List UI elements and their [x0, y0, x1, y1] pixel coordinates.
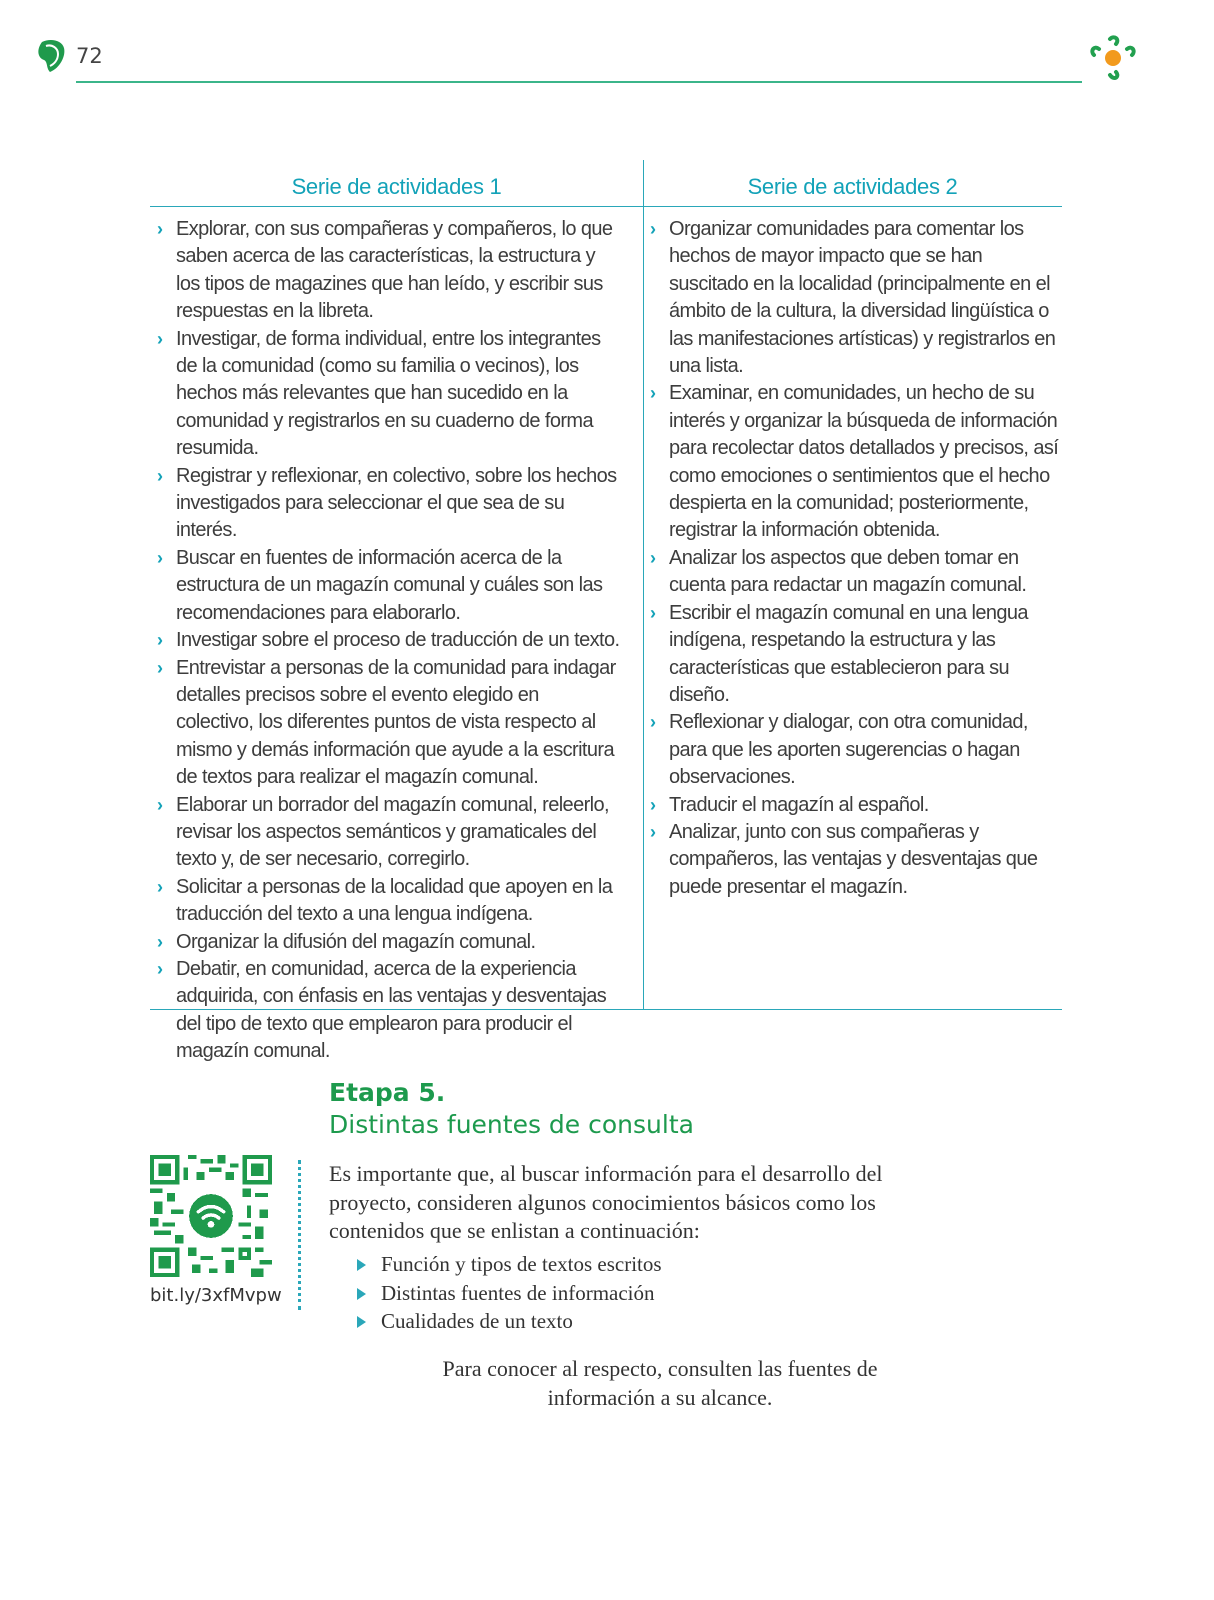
header-rule-bottom: [150, 206, 1062, 207]
activities-table: [150, 160, 1062, 1063]
triangle-bullet-icon: [357, 1288, 366, 1300]
qr-link-text[interactable]: bit.ly/3xfMvpw: [150, 1285, 282, 1306]
triangle-bullet-icon: [357, 1259, 366, 1271]
list-item: › Investigar sobre el proceso de traducción de un texto.: [157, 629, 620, 652]
list-item: › Buscar en fuentes de información acerca de la estructura de un magazín comunal y cuáles son las recomendaciones para elaborarlo.: [157, 546, 603, 624]
list-item: › Analizar los aspectos que deben tomar en cuenta para redactar un magazín comunal.: [650, 546, 1027, 597]
list-item: › Escribir el magazín comunal en una lengua indígena, respetando la estructura y las características que establecieron para su diseño.: [650, 601, 1028, 706]
column2-list: [643, 216, 1062, 901]
list-item: Distintas fuentes de información: [355, 1279, 662, 1308]
qr-code-icon[interactable]: [150, 1155, 272, 1277]
list-item: Cualidades de un texto: [355, 1307, 662, 1336]
closing-paragraph: Para conocer al respecto, consulten las fuentes de información a su alcance.: [442, 1356, 878, 1410]
list-item: Función y tipos de textos escritos: [355, 1250, 662, 1279]
colorful-circle-logo-icon: [1086, 33, 1140, 83]
list-item: › Explorar, con sus compañeras y compañeros, lo que saben acerca de las características, la estructura y los tipos de magazines que han leído, y escribir sus respuestas en la libreta.: [157, 218, 613, 323]
dotted-divider: [298, 1160, 301, 1310]
triangle-bullet-icon: [357, 1316, 366, 1328]
list-item: › Organizar la difusión del magazín comunal.: [157, 930, 536, 953]
list-item: › Analizar, junto con sus compañeras y compañeros, las ventajas y desventajas que puede presentar el magazín.: [650, 820, 1038, 898]
topics-list: [355, 1250, 662, 1336]
list-item: › Solicitar a personas de la localidad que apoyen en la traducción del texto a una lengua indígena.: [157, 875, 613, 926]
list-item: › Traducir el magazín al español.: [650, 793, 929, 816]
page-number: 72: [76, 44, 103, 68]
column1-list: [150, 216, 620, 1066]
green-leaf-icon: [36, 38, 68, 74]
list-item: › Examinar, en comunidades, un hecho de su interés y organizar la búsqueda de información para recolectar datos detallados y precisos, así como emociones o sentimientos que el hecho despierta en la comunidad; posteriormente, registrar la información obtenida.: [650, 382, 1059, 542]
list-item: › Debatir, en comunidad, acerca de la experiencia adquirida, con énfasis en las ventajas y desventajas del tipo de texto que emplearon para producir el magazín comunal.: [157, 957, 607, 1063]
page-header: [0, 0, 1214, 90]
header-rule: [76, 81, 1082, 83]
intro-paragraph: Es importante que, al buscar información para el desarrollo del proyecto, consideren algunos conocimientos básicos como los contenidos que se enlistan a continuación:: [329, 1161, 883, 1243]
list-item: › Elaborar un borrador del magazín comunal, releerlo, revisar los aspectos semánticos y gramaticales del texto y, de ser necesario, corregirlo.: [157, 793, 609, 871]
list-item: › Investigar, de forma individual, entre los integrantes de la comunidad (como su familia o vecinos), los hechos más relevantes que han sucedido en la comunidad y registrarlos en su cuaderno de forma resumida.: [157, 327, 601, 460]
column2-title: Serie de actividades 2: [747, 174, 958, 199]
list-item: › Reflexionar y dialogar, con otra comunidad, para que les aporten sugerencias o hagan observaciones.: [650, 711, 1028, 789]
list-item: › Entrevistar a personas de la comunidad para indagar detalles precisos sobre el evento elegido en colectivo, los diferentes puntos de vista respecto al mismo y demás información que ayude a la escritura de textos para realizar el magazín comunal.: [157, 656, 616, 789]
etapa-title: Distintas fuentes de consulta: [329, 1110, 694, 1139]
list-item: › Organizar comunidades para comentar los hechos de mayor impacto que se han suscitado en la localidad (principalmente en el ámbito de la cultura, la diversidad lingüística o las manifestaciones artísticas) y registrarlos en una lista.: [650, 218, 1056, 378]
column1-title: Serie de actividades 1: [291, 174, 502, 199]
section-heading: [329, 1077, 694, 1141]
list-item: › Registrar y reflexionar, en colectivo, sobre los hechos investigados para seleccionar el que sea de su interés.: [157, 464, 617, 542]
etapa-label: Etapa 5.: [329, 1078, 446, 1107]
